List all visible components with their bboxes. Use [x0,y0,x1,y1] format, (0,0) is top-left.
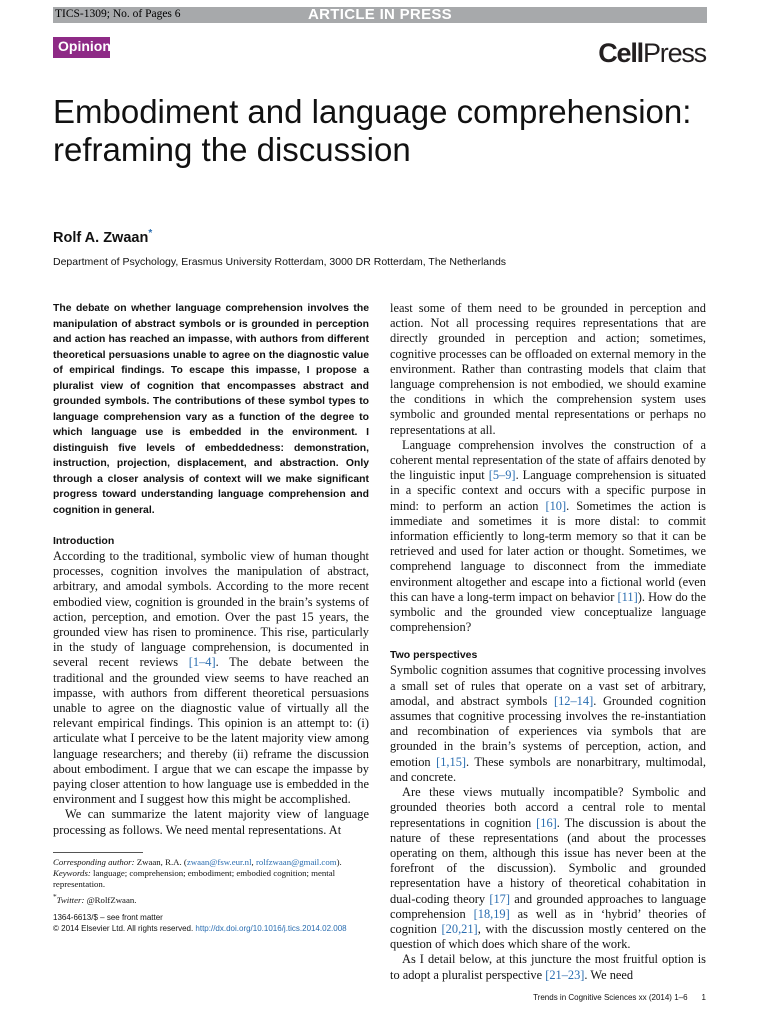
logo-cell: Cell [598,38,643,68]
intro-paragraph-1 [53,549,369,807]
article-title: Embodiment and language comprehension: reframing the discussion [53,93,692,168]
citation-1-15[interactable]: [1,15] [436,754,467,769]
right-p1-text-b: . Language comprehension is situated in a specific context and occurs with a specific purpose in mind: to perform an action [390,468,706,513]
citation-5-9[interactable]: [5–9] [488,468,516,483]
right-paragraph-2 [390,663,706,785]
right-paragraph-3 [390,785,706,952]
right-p1-text-c: . Sometimes the action is immediate and sometimes it is more distal: to commit information efficiently to long-term memory so that it can be retrieved and used for later action or thought. Sometimes, we comprehend language to disconnect from the immediate environment altogether and escape into a fictional world (even this can have a long-term impact on behavior [390,498,706,604]
right-p3-text-b: . The discussion is about the nature of these representations (and about the processes operating on them, although this issue has never been at the forefront of the discussion). Symbolic and grounded representation have a history of theoretical cohabitation in dual-coding theory [390,815,706,906]
right-p1-text-a: Language comprehension involves the construction of a coherent mental representation of the state of affairs denoted by the linguistic input [390,437,706,483]
doi-link[interactable]: http://dx.doi.org/10.1016/j.tics.2014.02.008 [195,924,347,933]
right-p4-text-a: As I detail below, at this juncture the most fruitful option is to adopt a pluralist perspective [390,952,706,982]
footnote-twitter [53,891,373,906]
citation-1-4[interactable]: [1–4] [188,655,216,670]
author-text: Rolf A. Zwaan [53,229,149,246]
right-p1-text-d: ). How do the symbolic and the grounded view conceptualize language comprehension? [390,589,706,635]
right-p3-text-d: as well as in ‘hybrid’ theories of cognition [390,906,707,936]
email-link-2[interactable]: rolfzwaan@gmail.com [255,857,337,867]
intro-p1-text-b: . The debate between the traditional and the grounded view seems to have reached an impasse, with authors from different theoretical persuasions unable to agree on the diagnostic value of virtually all the relevant empirical findings. This opinion is an attempt to: (i) articulate what I perceive to be the latent majority view among language researchers; and thereby (ii) reframe the discussion about embodiment. I argue that we can escape the impasse by paying closer attention to how language use is embedded in the environment and I suggest how this might be accomplished. [53,655,369,807]
corr-sep: , [251,857,256,867]
author-footnote-mark[interactable]: * [148,228,153,239]
manuscript-meta: TICS-1309; No. of Pages 6 [55,8,181,20]
section-heading-two-perspectives: Two perspectives [390,649,478,662]
issn-and-copyright [53,912,347,934]
citation-10[interactable]: [10] [545,498,567,513]
citation-17[interactable]: [17] [489,891,510,906]
right-p3-text-c: and grounded approaches to language comprehension [390,891,706,921]
citation-21-23[interactable]: [21–23] [545,967,585,982]
right-p4-text-b: . We need [584,967,634,982]
intro-p1-text-a: According to the traditional, symbolic view of human thought processes, cognition involves the manipulation of abstract, arbitrary, and amodal symbols. According to the more recent embodied view, cognition is grounded in the brain’s systems of action, perception, and emotion. Over the past 15 years, the grounded view has risen to prominence. This rise, particularly in the study of language comprehension, is documented in several recent reviews [53,549,369,670]
page-number: 1 [701,993,706,1002]
article-in-press-label: ARTICLE IN PRESS [308,6,452,23]
keywords-label: Keywords: [53,868,91,878]
left-column [53,301,369,838]
right-p3-text-a: Are these views mutually incompatible? Symbolic and grounded theories both accord a central role to mental representations in cognition [390,785,706,830]
right-paragraph-1 [390,438,706,636]
section-badge: Opinion [53,37,110,58]
footnote-corresponding-author [53,857,373,868]
copyright-line [53,923,347,934]
right-column [390,301,706,983]
corr-name: Zwaan, R.A. ( [134,857,187,867]
corr-end: ). [336,857,342,867]
right-paragraph-4 [390,952,706,982]
logo-press: Press [642,38,706,68]
twitter-mark: * [53,892,57,901]
right-p2-text-b: . Grounded cognition assumes that cognitive processing involves the re-instantiation and recombination of experiences via symbols that are grounded in the brain’s systems of perception, action, and emotion [390,693,706,769]
keywords-text: language; comprehension; embodiment; embodied cognition; mental representation. [53,868,336,889]
citation-20-21[interactable]: [20,21] [441,921,478,936]
footnote-keywords [53,868,373,890]
author-name [53,228,152,246]
right-p2-text-c: . These symbols are nonarbitrary, multimodal, and concrete. [390,754,706,784]
right-paragraph-0: least some of them need to be grounded in perception and action. Not all processing requires representations that are directly grounded in perception and action; sometimes, cognitive processes can be offloaded on external memory in the environment. Rather than contrasting models that claim that language comprehension is not embodied, we should examine the conditions in which the comprehension system uses symbolic and grounded mental representations or perhaps no representations at all. [390,301,706,437]
email-link-1[interactable]: zwaan@fsw.eur.nl [186,857,252,867]
intro-paragraph-2: We can summarize the latent majority view of language processing as follows. We need mental representations. At [53,807,369,837]
citation-18-19[interactable]: [18,19] [473,906,510,921]
section-heading-introduction: Introduction [53,535,115,547]
page-footer [533,993,706,1002]
article-status-bar [53,7,707,23]
right-p3-text-e: , with the discussion mostly centered on the question of which does which share of the work. [390,921,706,952]
twitter-handle: @RolfZwaan. [84,894,137,905]
twitter-label: Twitter: [56,894,85,905]
citation-12-14[interactable]: [12–14] [553,693,594,708]
right-p2-text-a: Symbolic cognition assumes that cognitive processing involves a small set of rules that operate on a vast set of arbitrary, amodal, and abstract symbols [390,663,706,708]
citation-11[interactable]: [11] [617,589,638,604]
citation-16[interactable]: [16] [536,815,557,830]
corr-label: Corresponding author: [53,857,135,867]
issn-line: 1364-6613/$ – see front matter [53,913,163,922]
journal-citation: Trends in Cognitive Sciences xx (2014) 1–6 [533,993,688,1002]
cellpress-logo [598,38,706,69]
abstract: The debate on whether language comprehension involves the manipulation of abstract symbols or is grounded in perception and action has reached an impasse, with authors from different theoretical persuasions unable to agree on the diagnostic value of empirical findings. To escape this impasse, I propose a pluralist view of cognition that encompasses abstract and grounded symbols. The contributions of these symbol types to language comprehension vary as a function of the degree to which language use is embedded in the environment. I distinguish five levels of embeddedness: demonstration, instruction, projection, displacement, and abstraction. Only through a closer analysis of context will we make significant progress toward understanding language comprehension and cognition in general. [53,303,369,516]
author-affiliation: Department of Psychology, Erasmus University Rotterdam, 3000 DR Rotterdam, The Netherlands [53,256,507,268]
copyright-text: © 2014 Elsevier Ltd. All rights reserved. [53,924,196,933]
footnote-divider [53,852,143,853]
